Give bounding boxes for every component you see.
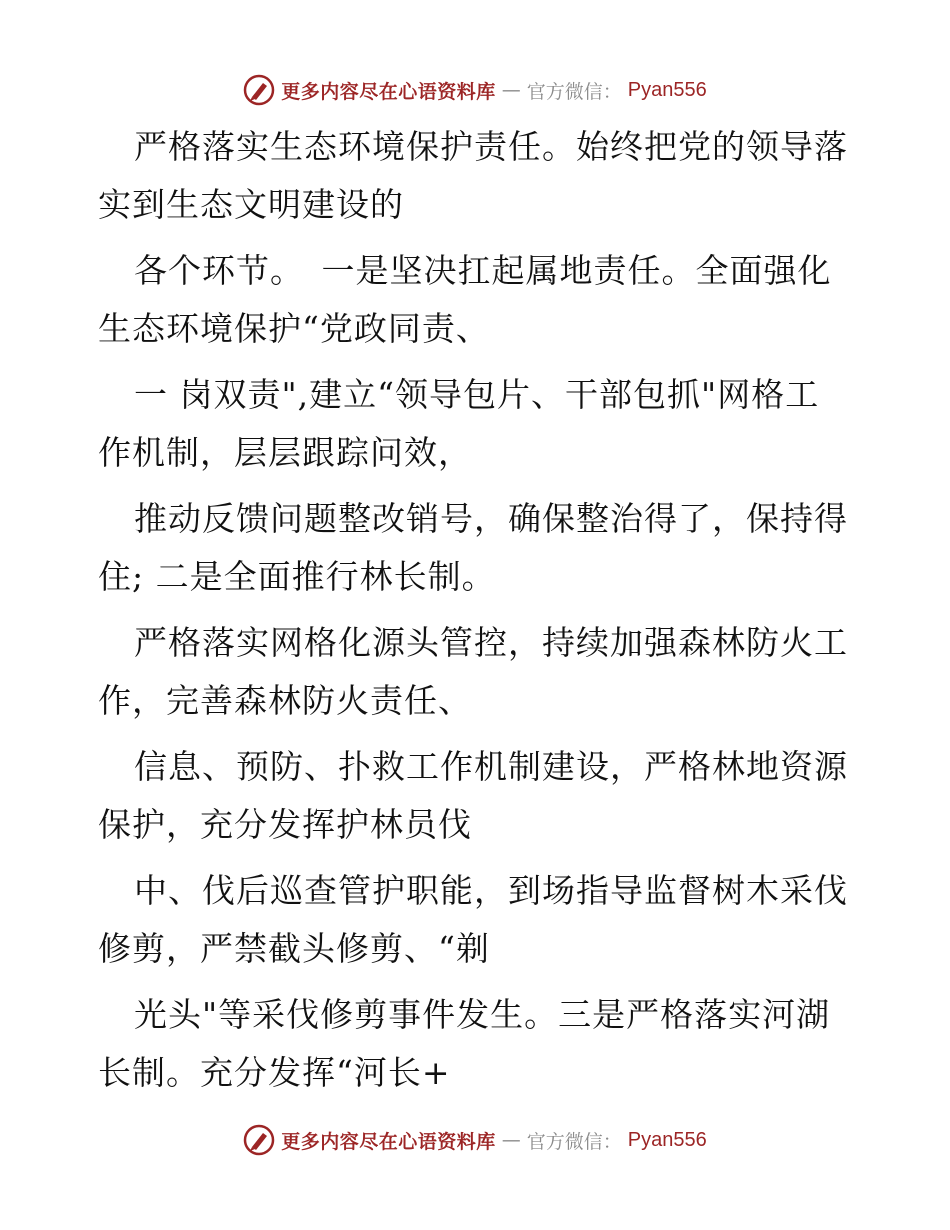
watermark-text: 更多内容尽在心语资料库 xyxy=(281,80,496,103)
text-line: 严格落实生态环境保护责任。始终把党的领导落 xyxy=(134,127,848,166)
paragraph xyxy=(98,490,858,606)
watermark-wechat-id: Pyan556 xyxy=(627,78,707,101)
watermark-separator: — xyxy=(501,1129,521,1151)
text-line: 修剪，严禁截头修剪、“剃 xyxy=(98,929,490,968)
watermark-wechat-label: 官方微信： xyxy=(526,1130,622,1153)
footer-watermark xyxy=(0,1120,950,1160)
paragraph xyxy=(98,118,858,234)
document-body xyxy=(98,118,858,1110)
text-line: 各个环节。 一是坚决扛起属地责任。全面强化 xyxy=(134,251,832,290)
paragraph xyxy=(98,862,858,978)
footer-watermark-content xyxy=(243,1124,707,1156)
watermark-wechat-id: Pyan556 xyxy=(627,1128,707,1151)
text-line: 信息、预防、扑救工作机制建设，严格林地资源 xyxy=(134,747,848,786)
text-line: 实到生态文明建设的 xyxy=(98,185,404,224)
text-line: 长制。充分发挥“河长+ xyxy=(98,1053,451,1092)
text-line: 生态环境保护“党政同责、 xyxy=(98,309,490,348)
text-line: 作机制，层层跟踪问效， xyxy=(98,433,472,472)
header-watermark xyxy=(0,70,950,110)
watermark-separator: — xyxy=(501,79,521,101)
text-line: 保护，充分发挥护林员伐 xyxy=(98,805,472,844)
text-line: 严格落实网格化源头管控，持续加强森林防火工 xyxy=(134,623,848,662)
watermark-wechat-label: 官方微信： xyxy=(526,80,622,103)
paragraph xyxy=(98,614,858,730)
pen-logo-icon xyxy=(243,74,275,106)
pen-logo-icon xyxy=(243,1124,275,1156)
text-line: 光头"等采伐修剪事件发生。三是严格落实河湖 xyxy=(134,995,831,1034)
header-watermark-content xyxy=(243,74,707,106)
text-line: 中、伐后巡查管护职能，到场指导监督树木采伐 xyxy=(134,871,848,910)
text-line: 一 岗双责",建立“领导包片、干部包抓"网格工 xyxy=(134,375,820,414)
paragraph xyxy=(98,738,858,854)
paragraph xyxy=(98,366,858,482)
text-line: 住; 二是全面推行林长制。 xyxy=(98,557,496,596)
paragraph xyxy=(98,986,858,1102)
watermark-text: 更多内容尽在心语资料库 xyxy=(281,1130,496,1153)
text-line: 作，完善森林防火责任、 xyxy=(98,681,472,720)
text-line: 推动反馈问题整改销号，确保整治得了，保持得 xyxy=(134,499,848,538)
paragraph xyxy=(98,242,858,358)
